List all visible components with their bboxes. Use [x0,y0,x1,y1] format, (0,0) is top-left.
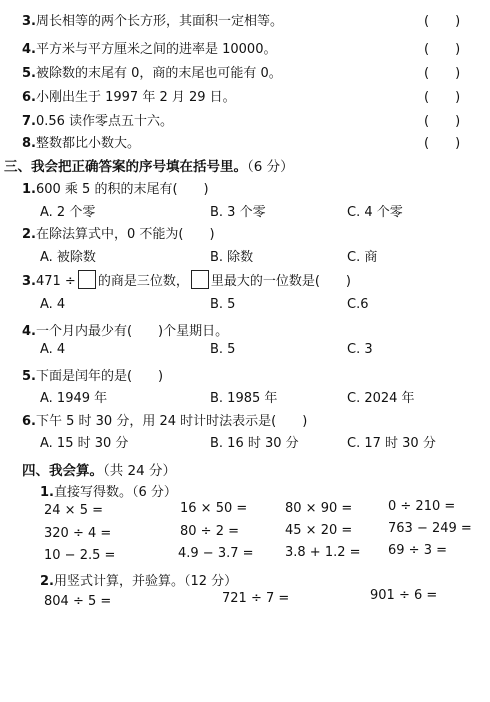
option-c[interactable]: C. 商 [347,250,378,265]
option-c[interactable]: C.6 [347,297,369,312]
tf-answer-paren[interactable]: ( ) [424,66,461,81]
question: 5.下面是闰年的是( ) [22,369,164,384]
calc-item: 763 − 249 = [388,521,472,536]
option-b[interactable]: B. 1985 年 [210,391,278,406]
option-b[interactable]: B. 3 个零 [210,205,266,220]
tf-answer-paren[interactable]: ( ) [424,14,461,29]
calc-item: 3.8 + 1.2 = [285,545,361,560]
blank-box[interactable] [191,270,209,289]
option-a[interactable]: A. 1949 年 [40,391,108,406]
tf-item: 8.整数都比小数大。 [22,136,140,151]
calc-item: 901 ÷ 6 = [370,588,438,603]
option-b[interactable]: B. 16 时 30 分 [210,436,299,451]
calc-item: 721 ÷ 7 = [222,591,290,606]
section-heading: 四、我会算。（共 24 分） [22,463,177,479]
calc-item: 24 × 5 = [44,503,103,518]
option-c[interactable]: C. 4 个零 [347,205,403,220]
option-a[interactable]: A. 4 [40,297,66,312]
option-b[interactable]: B. 5 [210,342,236,357]
tf-item: 7.0.56 读作零点五十六。 [22,114,174,129]
option-b[interactable]: B. 5 [210,297,236,312]
calc-item: 16 × 50 = [180,501,248,516]
question: 2.在除法算式中，0 不能为( ) [22,227,215,242]
option-c[interactable]: C. 2024 年 [347,391,415,406]
calc-item: 45 × 20 = [285,523,353,538]
option-a[interactable]: A. 被除数 [40,250,96,265]
question: 1.600 乘 5 的积的末尾有( ) [22,182,209,197]
question: 3.471 ÷ 的商是三位数， 里最大的一位数是( ) [22,270,351,289]
option-c[interactable]: C. 3 [347,342,373,357]
tf-item: 4.平方米与平方厘米之间的进率是 10000。 [22,42,277,57]
calc-item: 320 ÷ 4 = [44,526,112,541]
sub-question: 2.用竖式计算，并验算。（12 分） [40,574,238,589]
question: 6.下午 5 时 30 分，用 24 时计时法表示是( ) [22,414,308,429]
option-c[interactable]: C. 17 时 30 分 [347,436,436,451]
calc-item: 0 ÷ 210 = [388,499,456,514]
question: 4.一个月内最少有( )个星期日。 [22,324,229,339]
tf-item: 3.周长相等的两个长方形，其面积一定相等。 [22,14,283,29]
option-b[interactable]: B. 除数 [210,250,254,265]
blank-box[interactable] [78,270,96,289]
calc-item: 4.9 − 3.7 = [178,546,254,561]
option-a[interactable]: A. 15 时 30 分 [40,436,129,451]
calc-item: 804 ÷ 5 = [44,594,112,609]
calc-item: 80 × 90 = [285,501,353,516]
tf-answer-paren[interactable]: ( ) [424,136,461,151]
calc-item: 10 − 2.5 = [44,548,116,563]
sub-question: 1.直接写得数。（6 分） [40,485,177,500]
tf-answer-paren[interactable]: ( ) [424,42,461,57]
tf-item: 5.被除数的末尾有 0，商的末尾也可能有 0。 [22,66,282,81]
tf-answer-paren[interactable]: ( ) [424,90,461,105]
section-heading: 三、我会把正确答案的序号填在括号里。（6 分） [4,159,294,175]
calc-item: 80 ÷ 2 = [180,524,239,539]
calc-item: 69 ÷ 3 = [388,543,447,558]
tf-answer-paren[interactable]: ( ) [424,114,461,129]
option-a[interactable]: A. 2 个零 [40,205,96,220]
tf-item: 6.小刚出生于 1997 年 2 月 29 日。 [22,90,236,105]
option-a[interactable]: A. 4 [40,342,66,357]
